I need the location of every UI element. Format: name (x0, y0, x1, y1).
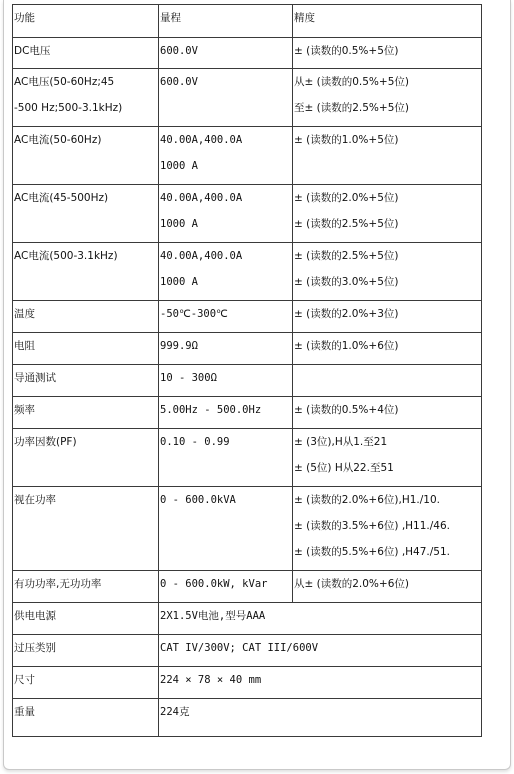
function-cell (13, 667, 159, 699)
range-cell-line: 5.00Hz - 500.0Hz (160, 404, 262, 416)
accuracy-cell (293, 38, 482, 69)
function-cell (13, 571, 159, 603)
function-cell (13, 487, 159, 571)
accuracy-cell-line: ± (读数的2.5%+5位) (294, 218, 399, 230)
range-cell-line: 0.10 - 0.99 (160, 436, 230, 448)
table-row (13, 667, 482, 699)
function-cell-line: 供电电源 (14, 610, 56, 622)
header-function: 功能 (13, 5, 159, 38)
merged-value-cell (159, 603, 482, 635)
range-cell-line: 1000 A (160, 218, 198, 230)
table-row (13, 699, 482, 737)
accuracy-cell-line: ± (读数的0.5%+5位) (294, 45, 399, 57)
accuracy-cell (293, 571, 482, 603)
function-cell (13, 243, 159, 301)
merged-value-cell-line: 2X1.5V电池,型号AAA (160, 610, 266, 622)
accuracy-cell (293, 127, 482, 185)
function-cell (13, 333, 159, 365)
header-accuracy: 精度 (293, 5, 482, 38)
range-cell (159, 127, 293, 185)
merged-value-cell (159, 667, 482, 699)
range-cell-line: 0 - 600.0kVA (160, 494, 236, 506)
accuracy-cell-line (294, 365, 481, 391)
function-cell (13, 185, 159, 243)
function-cell-line: 有功功率,无功功率 (14, 578, 102, 590)
accuracy-cell-line: 至± (读数的2.5%+5位) (294, 102, 409, 114)
function-cell-line: 功率因数(PF) (14, 436, 77, 448)
table-row (13, 365, 482, 397)
merged-value-cell-line: 224克 (160, 706, 190, 718)
table-row (13, 38, 482, 69)
function-cell (13, 397, 159, 429)
function-cell (13, 301, 159, 333)
accuracy-cell-line: 从± (读数的2.0%+6位) (294, 578, 409, 590)
table-row (13, 243, 482, 301)
function-cell-line: 温度 (14, 308, 35, 320)
table-row (13, 429, 482, 487)
accuracy-cell (293, 185, 482, 243)
header-range: 量程 (159, 5, 293, 38)
function-cell-line: -500 Hz;500-3.1kHz) (14, 102, 123, 114)
range-cell-line: -50℃-300℃ (160, 308, 228, 320)
range-cell-line: 40.00A,400.0A (160, 250, 243, 262)
accuracy-cell-line: ± (读数的3.0%+5位) (294, 276, 399, 288)
table-row (13, 301, 482, 333)
table-row (13, 571, 482, 603)
function-cell (13, 365, 159, 397)
accuracy-cell (293, 487, 482, 571)
merged-value-cell-line: CAT IV/300V; CAT III/600V (160, 642, 319, 654)
range-cell (159, 571, 293, 603)
function-cell-line: 过压类别 (14, 642, 56, 654)
function-cell-line: DC电压 (14, 45, 51, 57)
function-cell-line: 导通测试 (14, 372, 56, 384)
range-cell (159, 487, 293, 571)
function-cell (13, 603, 159, 635)
range-cell (159, 69, 293, 127)
range-cell (159, 397, 293, 429)
function-cell-line: AC电压(50-60Hz;45 (14, 76, 115, 88)
function-cell-line: 频率 (14, 404, 35, 416)
table-row (13, 69, 482, 127)
accuracy-cell-line: ± (读数的2.0%+5位) (294, 192, 399, 204)
table-row (13, 397, 482, 429)
function-cell-line: 电阻 (14, 340, 35, 352)
range-cell (159, 365, 293, 397)
function-cell-line: 视在功率 (14, 494, 56, 506)
accuracy-cell-line: ± (读数的2.5%+5位) (294, 250, 399, 262)
merged-value-cell (159, 699, 482, 737)
function-cell-line: AC电流(50-60Hz) (14, 134, 102, 146)
merged-value-cell (159, 635, 482, 667)
function-cell-line: AC电流(45-500Hz) (14, 192, 109, 204)
table-row (13, 603, 482, 635)
range-cell (159, 243, 293, 301)
accuracy-cell-line: ± (读数的2.0%+3位) (294, 308, 399, 320)
range-cell-line: 1000 A (160, 276, 198, 288)
accuracy-cell (293, 397, 482, 429)
accuracy-cell (293, 429, 482, 487)
accuracy-cell-line: ± (5位) H从22.至51 (294, 462, 394, 474)
table-row (13, 333, 482, 365)
accuracy-cell-line: ± (读数的1.0%+6位) (294, 340, 399, 352)
function-cell (13, 429, 159, 487)
accuracy-cell (293, 301, 482, 333)
accuracy-cell-line: ± (读数的3.5%+6位) ,H11./46. (294, 520, 450, 532)
accuracy-cell-line: ± (读数的2.0%+6位),H1./10. (294, 494, 440, 506)
function-cell-line: 重量 (14, 706, 35, 718)
range-cell-line: 40.00A,400.0A (160, 192, 243, 204)
range-cell-line: 600.0V (160, 45, 198, 57)
range-cell (159, 429, 293, 487)
function-cell (13, 69, 159, 127)
table-header-row (13, 5, 482, 38)
range-cell-line: 999.9Ω (160, 340, 198, 352)
range-cell-line: 1000 A (160, 160, 198, 172)
spec-table (12, 4, 482, 737)
function-cell (13, 127, 159, 185)
function-cell (13, 38, 159, 69)
accuracy-cell-line: ± (读数的5.5%+6位) ,H47./51. (294, 546, 450, 558)
table-row (13, 127, 482, 185)
range-cell (159, 185, 293, 243)
range-cell-line: 40.00A,400.0A (160, 134, 243, 146)
accuracy-cell (293, 69, 482, 127)
table-row (13, 635, 482, 667)
range-cell-line: 600.0V (160, 76, 198, 88)
accuracy-cell (293, 333, 482, 365)
range-cell (159, 38, 293, 69)
function-cell-line: AC电流(500-3.1kHz) (14, 250, 118, 262)
accuracy-cell-line: ± (3位),H从1.至21 (294, 436, 388, 448)
range-cell (159, 301, 293, 333)
function-cell-line: 尺寸 (14, 674, 35, 686)
accuracy-cell-line: 从± (读数的0.5%+5位) (294, 76, 409, 88)
range-cell-line: 0 - 600.0kW, kVar (160, 578, 268, 590)
accuracy-cell-line: ± (读数的0.5%+4位) (294, 404, 399, 416)
table-row (13, 185, 482, 243)
function-cell (13, 635, 159, 667)
function-cell (13, 699, 159, 737)
merged-value-cell-line: 224 × 78 × 40 mm (160, 674, 262, 686)
range-cell-line: 10 - 300Ω (160, 372, 217, 384)
range-cell (159, 333, 293, 365)
accuracy-cell-line: ± (读数的1.0%+5位) (294, 134, 399, 146)
table-row (13, 487, 482, 571)
accuracy-cell (293, 243, 482, 301)
accuracy-cell (293, 365, 482, 397)
